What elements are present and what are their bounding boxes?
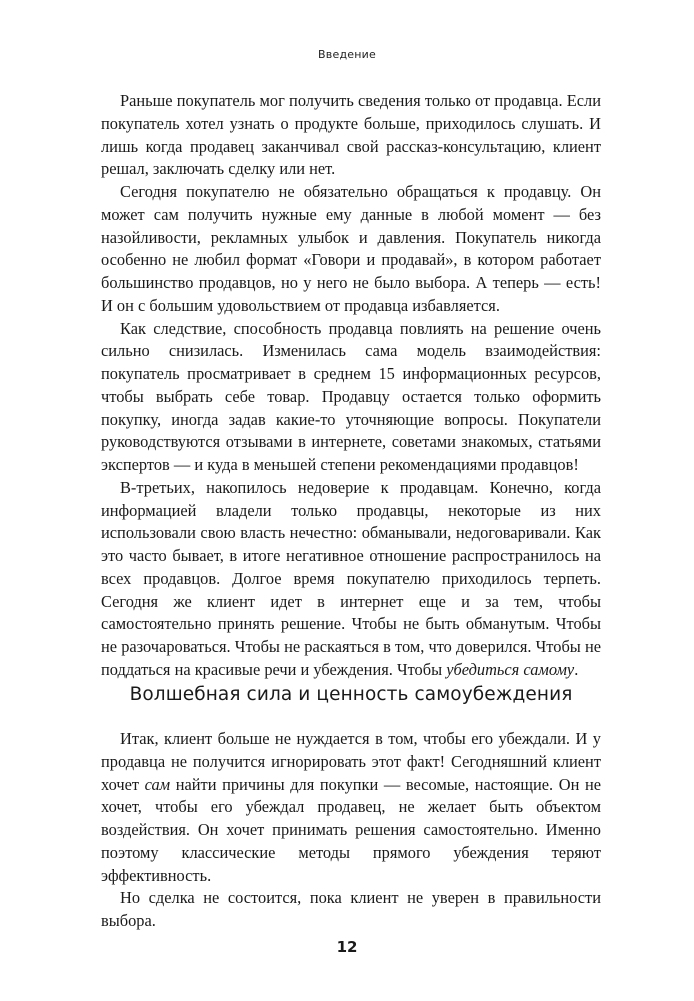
italic-emphasis: сам	[144, 774, 171, 794]
running-head: Введение	[318, 48, 376, 61]
paragraph: Но сделка не состоится, пока клиент не уверен в правильности выбора.	[101, 888, 601, 930]
text-block-section	[101, 728, 601, 933]
paragraph	[101, 728, 601, 887]
section-heading: Волшебная сила и ценность самоубеждения	[129, 684, 573, 705]
paragraph: Как следствие, способность продавца повлиять на решение очень сильно снизилась. Изменилась сама модель взаимодействия: покупатель просматривает в среднем 15 информационных ресурсов, чтобы выбрать себе товар. Продавцу остается только оформить покупку, иногда задав какие-то уточняющие вопросы. Покупатели руководствуются отзывами в интернете, советами знакомых, статьями экспертов — и куда в меньшей степени рекомендациями продавцов!	[101, 318, 601, 474]
paragraph: Сегодня покупателю не обязательно обращаться к продавцу. Он может сам получить нужные ему данные в любой момент — без назойливости, рекламных улыбок и давления. Покупатель никогда особенно не любил формат «Говори и продавай», в котором работает большинство продавцов, но у него не было выбора. А теперь — есть! И он с большим удовольствием от продавца избавляется.	[101, 182, 601, 315]
paragraph-text: В-третьих, накопилось недоверие к продавцам. Конечно, когда информацией владели только продавцы, некоторые из них использовали свою власть нечестно: обманывали, недоговаривали. Как это часто бывает, в итоге негативное отношение распространилось на всех продавцов. Долгое время покупателю приходилось терпеть. Сегодня же клиент идет в интернет еще и за тем, чтобы самостоятельно принять решение. Чтобы не быть обманутым. Чтобы не разочароваться. Чтобы не раскаяться в том, что доверился. Чтобы не поддаться на красивые речи и убеждения. Чтобы	[101, 477, 601, 679]
paragraph	[101, 477, 601, 682]
text-block-intro	[101, 90, 601, 682]
paragraph-text: Итак, клиент больше не нуждается в том, чтобы его убеждали. И у продавца не получится игнорировать этот факт! Сегодняшний клиент хочет	[101, 729, 601, 794]
italic-emphasis: убедиться самому	[446, 659, 575, 679]
paragraph: Раньше покупатель мог получить сведения только от продавца. Если покупатель хотел узнать о продукте больше, приходилось слушать. И лишь когда продавец заканчивал свой рассказ-консультацию, клиент решал, заключать сделку или нет.	[101, 91, 601, 179]
page-number: 12	[336, 938, 358, 956]
paragraph-text: найти причины для покупки — весомые, настоящие. Он не хочет, чтобы его убеждал продавец, не желает быть объектом воздействия. Он хочет принимать решения самостоятельно. Именно поэтому классические методы прямого убеждения теряют эффективность.	[101, 774, 601, 885]
paragraph-end: .	[574, 659, 579, 679]
